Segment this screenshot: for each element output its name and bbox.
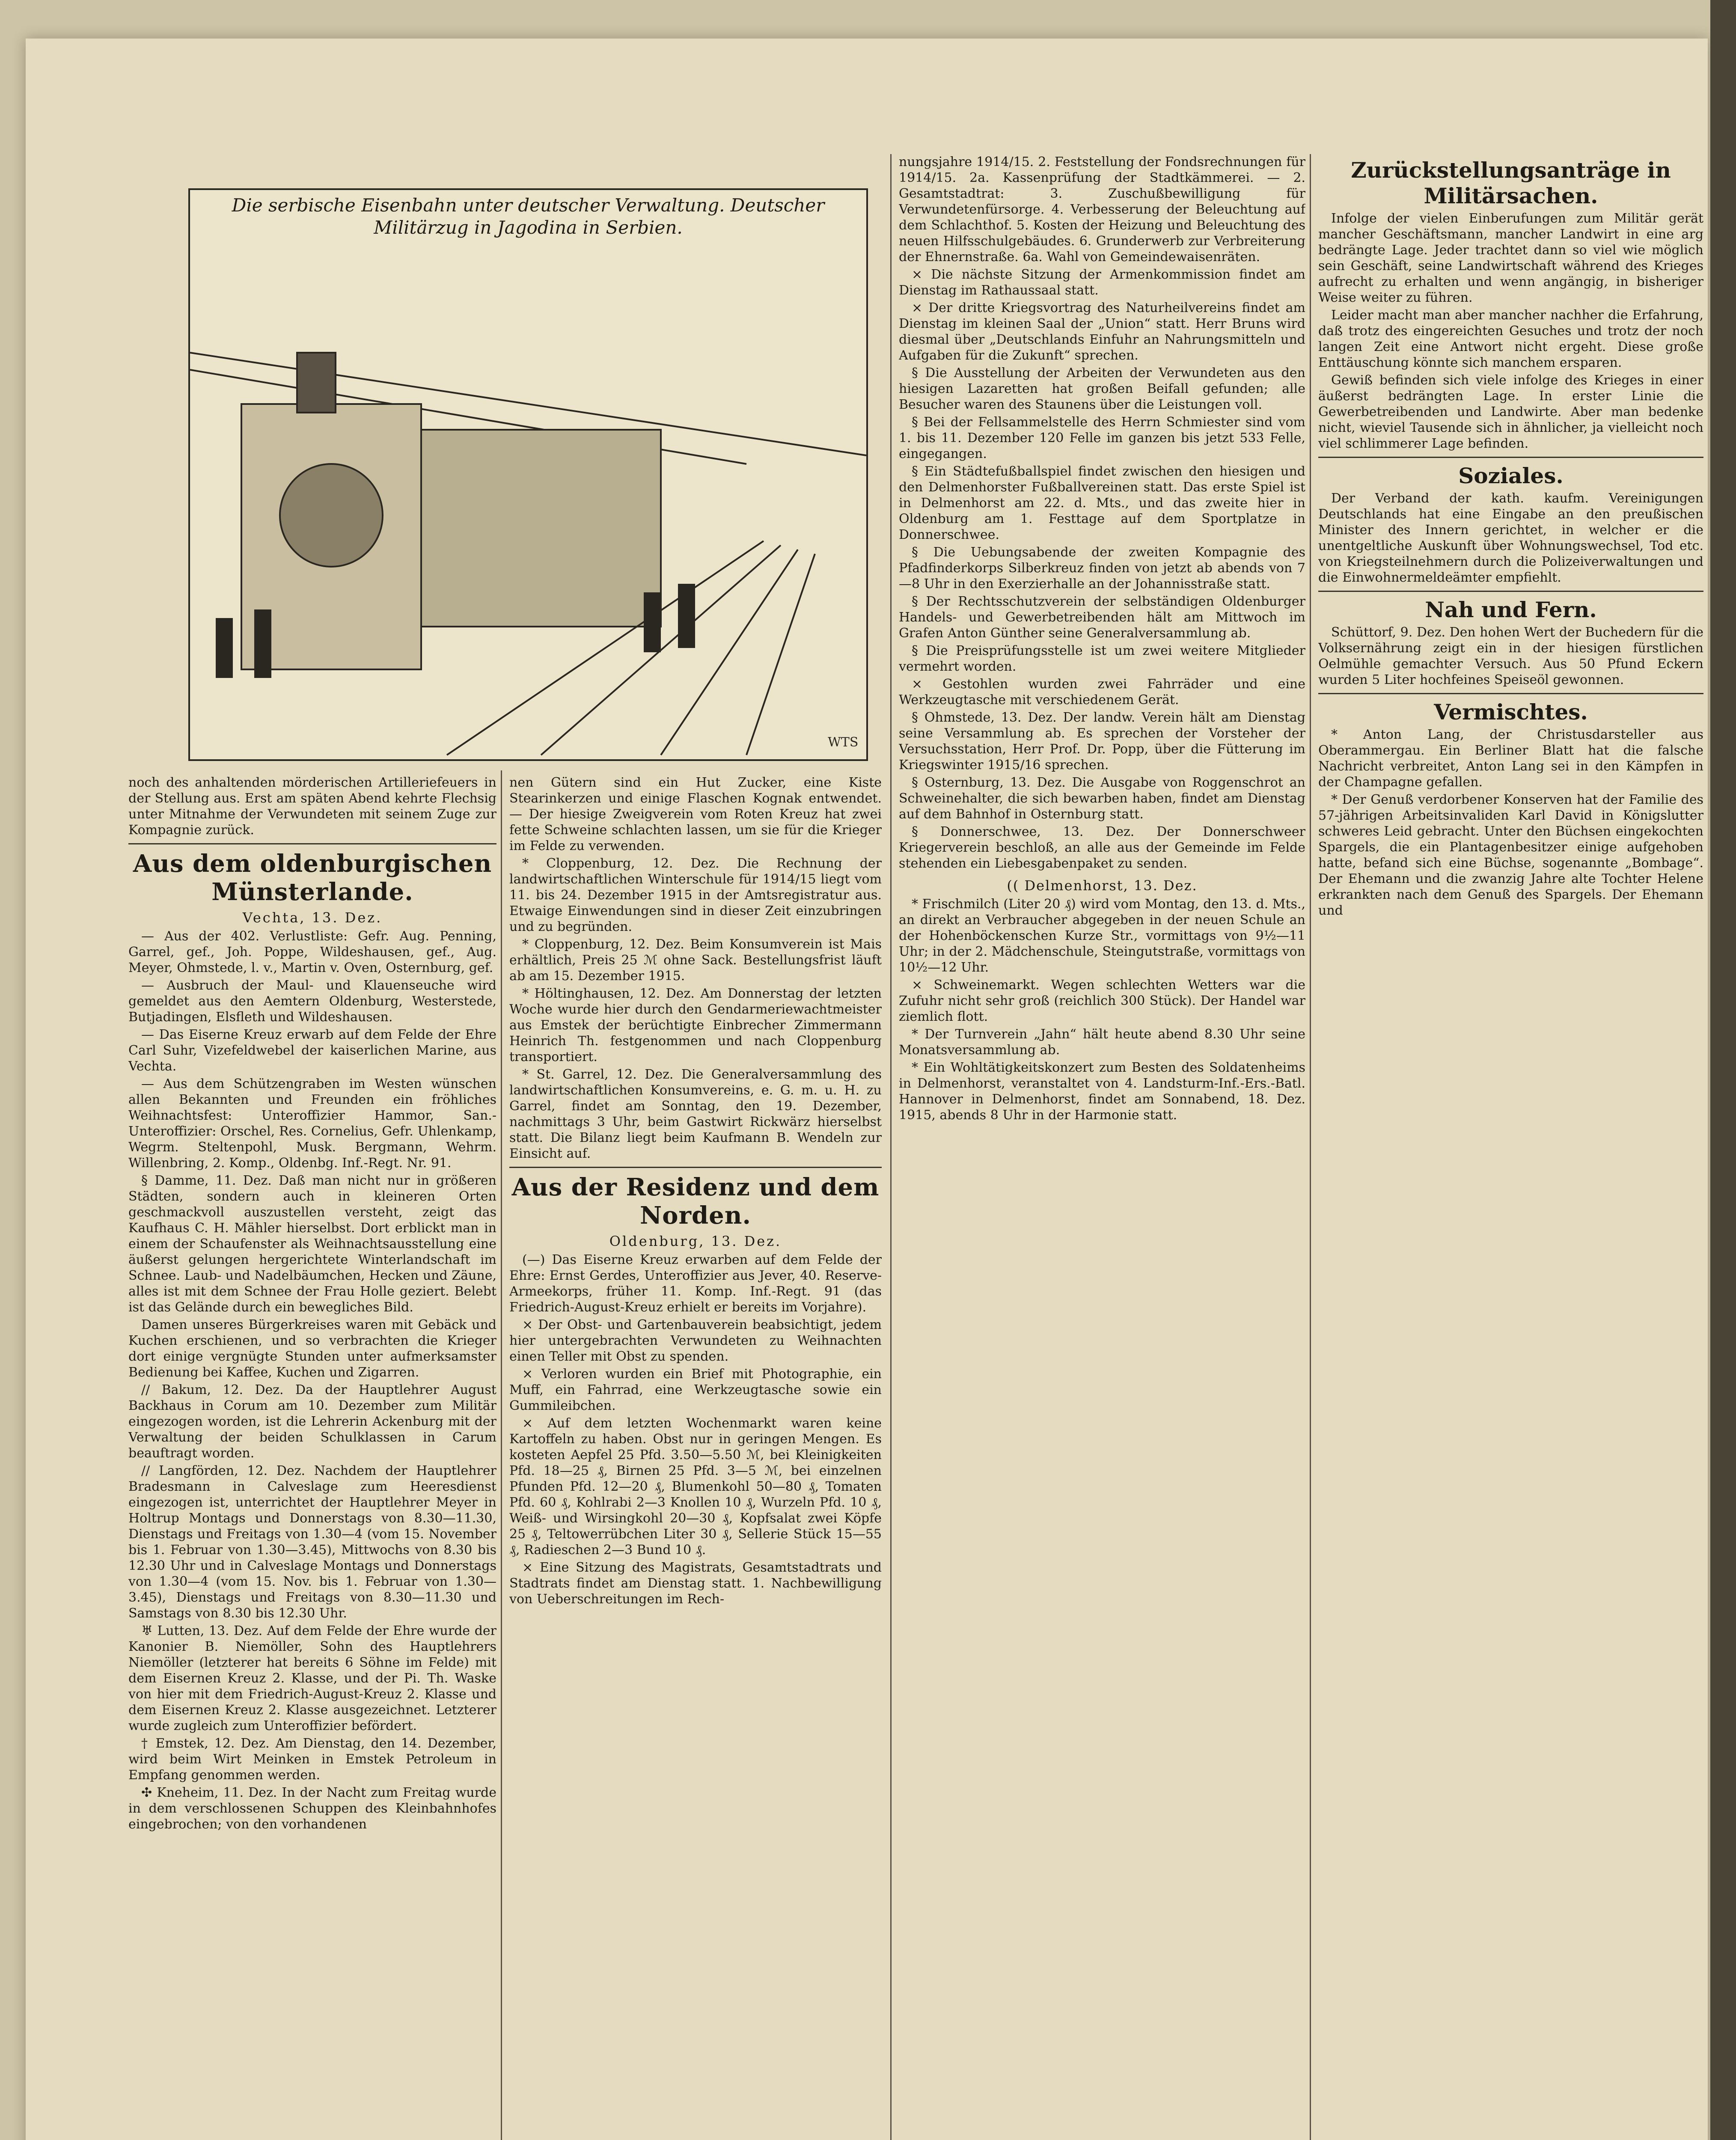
illustration-signature: WTS (828, 735, 859, 750)
section-heading: Zurückstellungsanträge in Militärsachen. (1351, 158, 1671, 208)
illustration-frame (188, 188, 868, 761)
column-rule (1310, 154, 1311, 2140)
scan-edge (1710, 0, 1736, 2140)
dateline: Oldenburg, 13. Dez. (609, 1233, 782, 1249)
article-paragraph: § Donnerschwee, 13. Dez. Der Donnerschweer Kriegerverein beschloß, an alle aus der Gemeinde im Felde stehenden ein Liebesgabenpaket zu senden. (899, 824, 1305, 871)
article-paragraph: § Osternburg, 13. Dez. Die Ausgabe von Roggenschrot an Schweinehalter, die sich bewarben haben, findet am Dienstag auf dem Bahnhof in Osternburg statt. (899, 775, 1305, 822)
article-paragraph: § Bei der Fellsammelstelle des Herrn Schmiester sind vom 1. bis 11. Dezember 120 Felle im ganzen bis jetzt 533 Felle, eingegangen. (899, 415, 1305, 461)
article-paragraph: Schüttorf, 9. Dez. Den hohen Wert der Buchedern für die Volksernährung zeigt ein in der hiesigen fürstlichen Oelmühle gemachter Versuch. Aus 50 Pfund Eckern wurden 5 Liter hochfeines Speiseöl gewonnen. (1318, 625, 1703, 687)
article-paragraph: Infolge der vielen Einberufungen zum Militär gerät mancher Geschäftsmann, mancher Landwirt in eine arg bedrängte Lage. Jeder trachtet dann so viel wie möglich sein Geschäft, seine Landwirtschaft während des Krieges aufrecht zu erhalten und wenn angängig, in bisheriger Weise weiter zu führen. (1318, 211, 1703, 305)
section-heading: Nah und Fern. (1425, 597, 1597, 622)
column-2 (509, 775, 882, 2140)
article-paragraph: * Frischmilch (Liter 20 ₰) wird vom Montag, den 13. d. Mts., an direkt an Verbraucher abgegeben in der neuen Schule an der Hohenböckenschen Kurze Str., vormittags von 9½—11 Uhr; in der 2. Mädchenschule, Steingutstraße, vormittags von 10½—12 Uhr. (899, 897, 1305, 975)
article-paragraph: † Emstek, 12. Dez. Am Dienstag, den 14. Dezember, wird beim Wirt Meinken in Emstek Petroleum in Empfang genommen werden. (128, 1736, 496, 1783)
section-heading: Soziales. (1458, 463, 1564, 488)
train-illustration (190, 190, 866, 759)
dateline: (( Delmenhorst, 13. Dez. (1007, 877, 1198, 894)
article-paragraph: * Der Genuß verdorbener Konserven hat der Familie des 57-jährigen Arbeitsinvaliden Karl David in Königslutter schweres Leid gebracht. Unter den Büchsen eingekochten Spargels, die ein Plantagenbesitzer einige aufgehoben hatte, befand sich eine Büchse, sogenannte „Bombage“. Der Ehemann und die zwanzig Jahre alte Tochter Helene erkrankten nach dem Genuß des Spargels. Der Ehemann und (1318, 792, 1703, 918)
article-paragraph: § Die Ausstellung der Arbeiten der Verwundeten aus den hiesigen Lazaretten hat großen Beifall gefunden; alle Besucher waren des Staunens über die Leistungen voll. (899, 366, 1305, 412)
article-paragraph: * Cloppenburg, 12. Dez. Beim Konsumverein ist Mais erhältlich, Preis 25 ℳ ohne Sack. Bestellungsfrist läuft ab am 15. Dezember 1915. (509, 937, 882, 984)
article-paragraph: // Bakum, 12. Dez. Da der Hauptlehrer August Backhaus in Corum am 10. Dezember zum Militär eingezogen worden, ist die Lehrerin Ackenburg mit der Verwaltung der beiden Schulklassen in Carum beauftragt worden. (128, 1382, 496, 1461)
article-paragraph: Leider macht man aber mancher nachher die Erfahrung, daß trotz des eingereichten Gesuches und trotz der noch langen Zeit eine Antwort nicht ergeht. Diese große Enttäuschung könnte sich manchem ersparen. (1318, 308, 1703, 370)
divider (509, 1167, 882, 1168)
article-paragraph: — Das Eiserne Kreuz erwarb auf dem Felde der Ehre Carl Suhr, Vizefeldwebel der kaiserlichen Marine, aus Vechta. (128, 1027, 496, 1074)
article-paragraph: — Ausbruch der Maul- und Klauenseuche wird gemeldet aus den Aemtern Oldenburg, Westerstede, Butjadingen, Elsfleth und Wildeshausen. (128, 978, 496, 1025)
column-1 (128, 775, 496, 2140)
section-heading: Aus dem oldenburgischen Münsterlande. (133, 850, 492, 906)
article-paragraph: * Cloppenburg, 12. Dez. Die Rechnung der landwirtschaftlichen Winterschule für 1914/15 liegt vom 11. bis 24. Dezember 1915 in der Amtsregistratur aus. Etwaige Einwendungen sind in dieser Zeit einzubringen und zu begründen. (509, 856, 882, 934)
article-paragraph: § Ein Städtefußballspiel findet zwischen den hiesigen und den Delmenhorster Fußballvereinen statt. Das erste Spiel ist in Delmenhorst am 22. d. Mts., und das zweite hier in Oldenburg am 1. Festtage auf dem Sportplatze in Donnerschwee. (899, 464, 1305, 542)
article-paragraph: * St. Garrel, 12. Dez. Die Generalversammlung des landwirtschaftlichen Konsumvereins, e. G. m. u. H. zu Garrel, findet am Sonntag, den 19. Dezember, nachmittags 3 Uhr, beim Gastwirt Rickwärz hierselbst statt. Die Bilanz liegt beim Kaufmann B. Wendeln zur Einsicht auf. (509, 1067, 882, 1161)
article-paragraph: ♅ Lutten, 13. Dez. Auf dem Felde der Ehre wurde der Kanonier B. Niemöller, Sohn des Hauptlehrers Niemöller (letzterer hat bereits 6 Söhne im Felde) mit dem Eisernen Kreuz 2. Klasse, und der Pi. Th. Waske von hier mit dem Friedrich-August-Kreuz 2. Klasse und dem Eisernen Kreuz 2. Klasse ausgezeichnet. Letzterer wurde zugleich zum Unteroffizier befördert. (128, 1623, 496, 1733)
column-rule (890, 154, 892, 2140)
article-paragraph: (—) Das Eiserne Kreuz erwarben auf dem Felde der Ehre: Ernst Gerdes, Unteroffizier aus Jever, 40. Reserve-Armeekorps, früher 11. Komp. Inf.-Regt. 91 (das Friedrich-August-Kreuz erhielt er bereits im Vorjahre). (509, 1252, 882, 1315)
article-paragraph: § Die Preisprüfungsstelle ist um zwei weitere Mitglieder vermehrt worden. (899, 643, 1305, 674)
article-paragraph: × Gestohlen wurden zwei Fahrräder und eine Werkzeugtasche mit verschiedenem Gerät. (899, 677, 1305, 707)
article-paragraph: nen Gütern sind ein Hut Zucker, eine Kiste Stearinkerzen und einige Flaschen Kognak entwendet. — Der hiesige Zweigverein vom Roten Kreuz hat zwei fette Schweine schlachten lassen, um sie für die Krieger im Felde zu verwenden. (509, 775, 882, 853)
column-3 (899, 154, 1305, 2140)
article-paragraph: * Höltinghausen, 12. Dez. Am Donnerstag der letzten Woche wurde hier durch den Gendarmeriewachtmeister aus Emstek der berüchtigte Einbrecher Zimmermann Heinrich Th. festgenommen und nach Cloppenburg transportiert. (509, 986, 882, 1064)
article-paragraph: Damen unseres Bürgerkreises waren mit Gebäck und Kuchen erschienen, und so verbrachten die Krieger dort einige vergnügte Stunden unter aufmerksamster Bedienung bei Kaffee, Kuchen und Zigarren. (128, 1317, 496, 1380)
article-paragraph: * Anton Lang, der Christusdarsteller aus Oberammergau. Ein Berliner Blatt hat die falsche Nachricht verbreitet, Anton Lang sei in den Kämpfen in der Champagne gefallen. (1318, 727, 1703, 790)
divider (1318, 693, 1703, 694)
article-paragraph: × Der Obst- und Gartenbauverein beabsichtigt, jedem hier untergebrachten Verwundeten zu Weihnachten einen Teller mit Obst zu spenden. (509, 1317, 882, 1364)
article-paragraph: — Aus der 402. Verlustliste: Gefr. Aug. Penning, Garrel, gef., Joh. Poppe, Wildeshausen, gef., Aug. Meyer, Ohmstede, l. v., Martin v. Oven, Osternburg, gef. (128, 929, 496, 975)
column-4 (1318, 154, 1703, 2140)
article-paragraph: — Aus dem Schützengraben im Westen wünschen allen Bekannten und Freunden ein fröhliches Weihnachtsfest: Unteroffizier Hammor, San.-Unteroffizier: Orschel, Res. Cornelius, Gefr. Uhlenkamp, Wegrm. Steltenpohl, Musk. Bergmann, Wehrm. Willenbring, 2. Komp., Oldenbg. Inf.-Regt. Nr. 91. (128, 1076, 496, 1171)
article-paragraph: nungsjahre 1914/15. 2. Feststellung der Fondsrechnungen für 1914/15. 2a. Kassenprüfung der Stadtkämmerei. — 2. Gesamtstadtrat: 3. Zuschußbewilligung für Verwundetenfürsorge. 4. Verbesserung der Beleuchtung auf dem Schlachthof. 5. Kosten der Heizung und Beleuchtung des neuen Hilfsschulgebäudes. 6. Grunderwerb zur Verbreiterung der Ehnernstraße. 6a. Wahl von Gemeindewaisenräten. (899, 155, 1305, 265)
divider (1318, 591, 1703, 592)
article-paragraph: × Eine Sitzung des Magistrats, Gesamtstadtrats und Stadtrats findet am Dienstag statt. 1. Nachbewilligung von Ueberschreitungen im Rech- (509, 1560, 882, 1607)
divider (1318, 457, 1703, 458)
article-paragraph: × Die nächste Sitzung der Armenkommission findet am Dienstag im Rathaussaal statt. (899, 267, 1305, 298)
article-paragraph: × Auf dem letzten Wochenmarkt waren keine Kartoffeln zu haben. Obst nur in geringen Mengen. Es kosteten Aepfel 25 Pfd. 3.50—5.50 ℳ, bei Kleinigkeiten Pfd. 18—25 ₰, Birnen 25 Pfd. 3—5 ℳ, bei einzelnen Pfunden Pfd. 12—20 ₰, Blumenkohl 50—80 ₰, Tomaten Pfd. 60 ₰, Kohlrabi 2—3 Knollen 10 ₰, Wurzeln Pfd. 10 ₰, Weiß- und Wirsingkohl 20—30 ₰, Kopfsalat zwei Köpfe 25 ₰, Teltowerrübchen Liter 30 ₰, Sellerie Stück 15—55 ₰, Radieschen 2—3 Bund 10 ₰. (509, 1416, 882, 1557)
article-paragraph: § Die Uebungsabende der zweiten Kompagnie des Pfadfinderkorps Silberkreuz finden von jetzt ab abends von 7—8 Uhr in den Exerzierhalle an der Johannisstraße statt. (899, 545, 1305, 591)
article-paragraph: § Damme, 11. Dez. Daß man nicht nur in größeren Städten, sondern auch in kleineren Orten geschmackvoll auszustellen versteht, zeigt das Kaufhaus C. H. Mähler hierselbst. Dort erblickt man in einem der Schaufenster als Weihnachtsausstellung eine äußerst gelungen hergerichtete Winterlandschaft im Schnee. Laub- und Nadelbäumchen, Hecken und Zäune, alles ist mit dem Schnee der Frau Holle geziert. Belebt ist das Gelände durch ein bewegliches Bild. (128, 1173, 496, 1315)
section-heading: Vermischtes. (1434, 699, 1588, 725)
article-intro: noch des anhaltenden mörderischen Artilleriefeuers in der Stellung aus. Erst am späten Abend kehrte Flechsig unter Mitnahme der Verwundeten mit seinem Zuge zur Kompagnie zurück. (128, 775, 496, 838)
article-paragraph: × Der dritte Kriegsvortrag des Naturheilvereins findet am Dienstag im kleinen Saal der „Union“ statt. Herr Bruns wird diesmal über „Deutschlands Einfuhr an Nahrungsmitteln und Aufgaben für die Zukunft“ sprechen. (899, 300, 1305, 363)
article-paragraph: § Der Rechtsschutzverein der selbständigen Oldenburger Handels- und Gewerbetreibenden hält am Mittwoch im Grafen Anton Günther seine Generalversammlung ab. (899, 594, 1305, 641)
article-paragraph: × Verloren wurden ein Brief mit Photographie, ein Muff, ein Fahrrad, eine Werkzeugtasche sowie ein Gummileibchen. (509, 1367, 882, 1413)
article-paragraph: * Ein Wohltätigkeitskonzert zum Besten des Soldatenheims in Delmenhorst, veranstaltet von 4. Landsturm-Inf.-Ers.-Batl. Hannover in Delmenhorst, findet am Sonnabend, 18. Dez. 1915, abends 8 Uhr in der Harmonie statt. (899, 1060, 1305, 1123)
divider (128, 843, 496, 844)
article-paragraph: ✣ Kneheim, 11. Dez. In der Nacht zum Freitag wurde in dem verschlossenen Schuppen des Kleinbahnhofes eingebrochen; von den vorhandenen (128, 1785, 496, 1832)
dateline: Vechta, 13. Dez. (242, 910, 383, 926)
article-paragraph: // Langförden, 12. Dez. Nachdem der Hauptlehrer Bradesmann in Calveslage zum Heeresdienst eingezogen ist, unterrichtet der Hauptlehrer Meyer in Holtrup Montags und Donnerstags von 8.30—11.30, Dienstags und Freitags von 1.30—4 (vom 15. November bis 1. Februar von 1.30—3.45), Mittwochs von 8.30 bis 12.30 Uhr und in Calveslage Montags und Donnerstags von 1.30—4 (vom 15. Nov. bis 1. Februar von 1.30—3.45), Dienstags und Freitags von 8.30—11.30 und Samstags von 8.30 bis 12.30 Uhr. (128, 1463, 496, 1621)
article-paragraph: § Ohmstede, 13. Dez. Der landw. Verein hält am Dienstag seine Versammlung ab. Es sprechen der Vorsteher der Versuchsstation, Herr Prof. Dr. Popp, über die Fütterung im Kriegswinter 1915/16 sprechen. (899, 710, 1305, 773)
illustration-caption: Die serbische Eisenbahn unter deutscher Verwaltung. Deutscher Militärzug in Jagodina in Serbien. (232, 195, 825, 238)
section-heading: Aus der Residenz und dem Norden. (511, 1173, 880, 1230)
article-paragraph: × Schweinemarkt. Wegen schlechten Wetters war die Zufuhr nicht sehr groß (reichlich 300 Stück). Der Handel war ziemlich flott. (899, 978, 1305, 1024)
column-rule (501, 770, 502, 2140)
article-paragraph: Gewiß befinden sich viele infolge des Krieges in einer äußerst bedrängten Lage. In erster Linie die Gewerbetreibenden und Landwirte. Aber man bedenke nicht, wieviel Tausende sich in ähnlicher, ja vielleicht noch viel schlimmerer Lage befinden. (1318, 373, 1703, 451)
article-paragraph: Der Verband der kath. kaufm. Vereinigungen Deutschlands hat eine Eingabe an den preußischen Minister des Innern gerichtet, in welcher er die unentgeltliche Auskunft über Wohnungswechsel, Tod etc. von Kriegsteilnehmern durch die Polizeiverwaltungen und die Einwohnermeldeämter empfiehlt. (1318, 491, 1703, 585)
article-paragraph: * Der Turnverein „Jahn“ hält heute abend 8.30 Uhr seine Monatsversammlung ab. (899, 1027, 1305, 1058)
